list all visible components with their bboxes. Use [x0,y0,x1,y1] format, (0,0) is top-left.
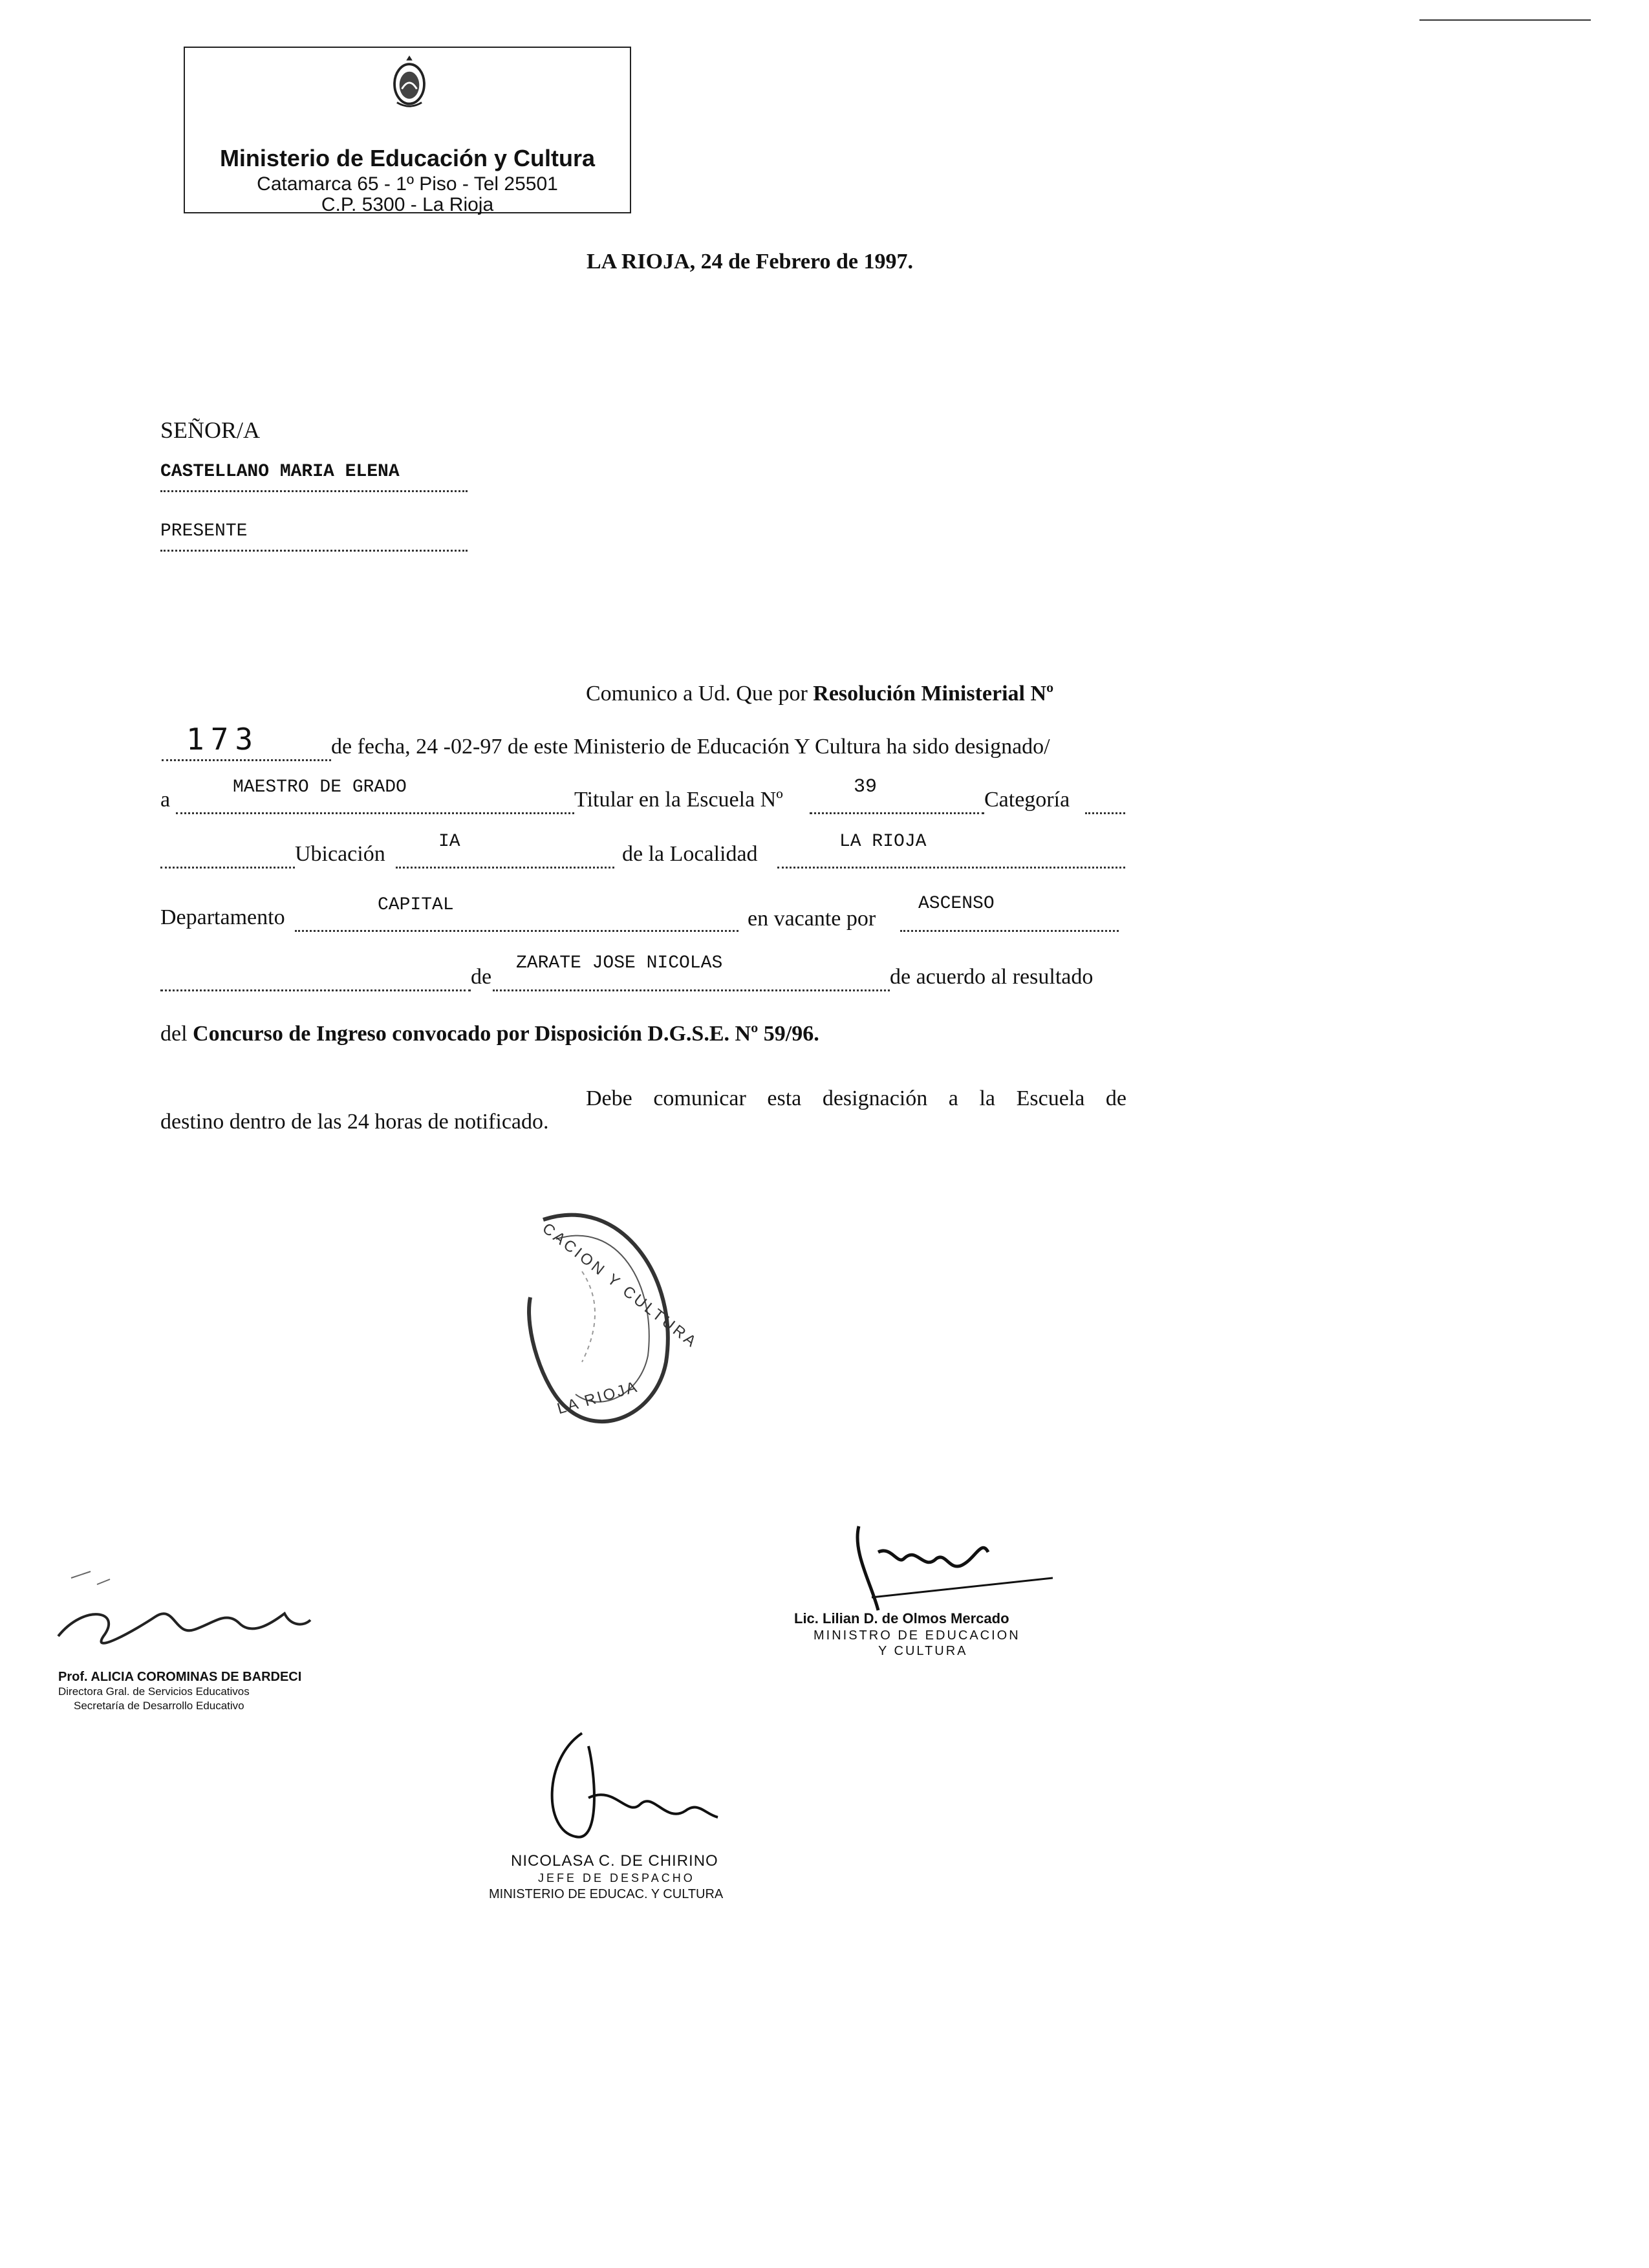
resolution-number: 173 [186,722,260,757]
signature-left-name: Prof. ALICIA COROMINAS DE BARDECI [58,1670,302,1684]
line-6-end: de acuerdo al resultado [890,965,1094,989]
resolution-label: Resolución Ministerial Nº [813,682,1054,706]
signature-bottom-title-2: MINISTERIO DE EDUCAC. Y CULTURA [489,1887,724,1901]
coat-of-arms-icon [390,53,429,110]
vacancy-field [900,894,1119,932]
position-value: MAESTRO DE GRADO [233,777,407,797]
location-field [396,832,614,869]
line-4-leader [160,839,295,869]
signature-left-title-1: Directora Gral. de Servicios Educativos [58,1685,250,1698]
contest-line [160,1022,819,1046]
department-value: CAPITAL [378,895,454,915]
body-line-3-mid: Titular en la Escuela Nº [574,788,783,812]
closing-line-2: destino dentro de las 24 horas de notificado. [160,1110,549,1134]
resolution-number-field [162,722,331,761]
department-field [295,895,738,932]
vacancy-label: en vacante por [748,907,876,931]
addressee-name: CASTELLANO MARIA ELENA [160,462,468,492]
signature-block-right [794,1513,1079,1681]
signature-block-bottom [479,1720,789,1914]
body-line-3-end: Categoría [984,788,1070,812]
body-intro [586,682,1053,706]
previous-holder: ZARATE JOSE NICOLAS [516,953,723,973]
locality-label: de la Localidad [622,842,758,866]
signature-bottom-title-1: JEFE DE DESPACHO [538,1872,695,1885]
contest-prefix: del [160,1022,188,1046]
letterhead [184,47,631,213]
location-code: IA [438,832,460,852]
school-number: 39 [854,776,878,798]
school-number-field [810,776,984,814]
date-line: LA RIOJA, 24 de Febrero de 1997. [587,250,913,274]
signature-bottom-name: NICOLASA C. DE CHIRINO [511,1852,718,1870]
line-6-leader [160,962,471,991]
official-stamp [504,1200,702,1433]
signature-left-title-2: Secretaría de Desarrollo Educativo [74,1700,244,1712]
location-label: Ubicación [295,842,385,866]
signature-left-icon [45,1565,317,1669]
locality-value: LA RIOJA [839,832,927,852]
locality-field [777,832,1125,869]
salutation: SEÑOR/A [160,417,261,443]
signature-right-title-1: MINISTRO DE EDUCACION [814,1628,1020,1643]
body-intro-text: Comunico a Ud. Que por [586,682,808,706]
body-line-2: de fecha, 24 -02-97 de este Ministerio de Educación Y Cultura ha sido designado/ [331,735,1050,759]
contest-text: Concurso de Ingreso convocado por Disposición D.G.S.E. Nº 59/96. [193,1022,819,1046]
stamp-top-text: CACION Y CULTURA [539,1220,702,1352]
position-field [176,777,574,814]
category-field [1085,785,1125,814]
signature-right-name: Lic. Lilian D. de Olmos Mercado [794,1610,1009,1626]
corner-rule [1419,19,1591,21]
body-line-3-prefix: a [160,788,171,812]
closing-line-1: Debe comunicar esta designación a la Escuela de [586,1086,1126,1110]
address-line-2: C.P. 5300 - La Rioja [321,194,494,215]
vacancy-reason: ASCENSO [918,894,995,914]
previous-holder-field [493,953,890,991]
stamp-bottom-text: LA RIOJA [555,1377,641,1418]
ministry-name: Ministerio de Educación y Cultura [219,145,596,171]
signature-block-left [45,1565,343,1733]
signature-right-title-2: Y CULTURA [878,1644,968,1658]
line-6-de: de [471,965,492,989]
presente-label: PRESENTE [160,521,468,552]
signature-right-icon [833,1513,1053,1617]
signature-bottom-icon [517,1720,724,1850]
department-label: Departamento [160,905,285,929]
address-line-1: Catamarca 65 - 1º Piso - Tel 25501 [257,173,558,195]
